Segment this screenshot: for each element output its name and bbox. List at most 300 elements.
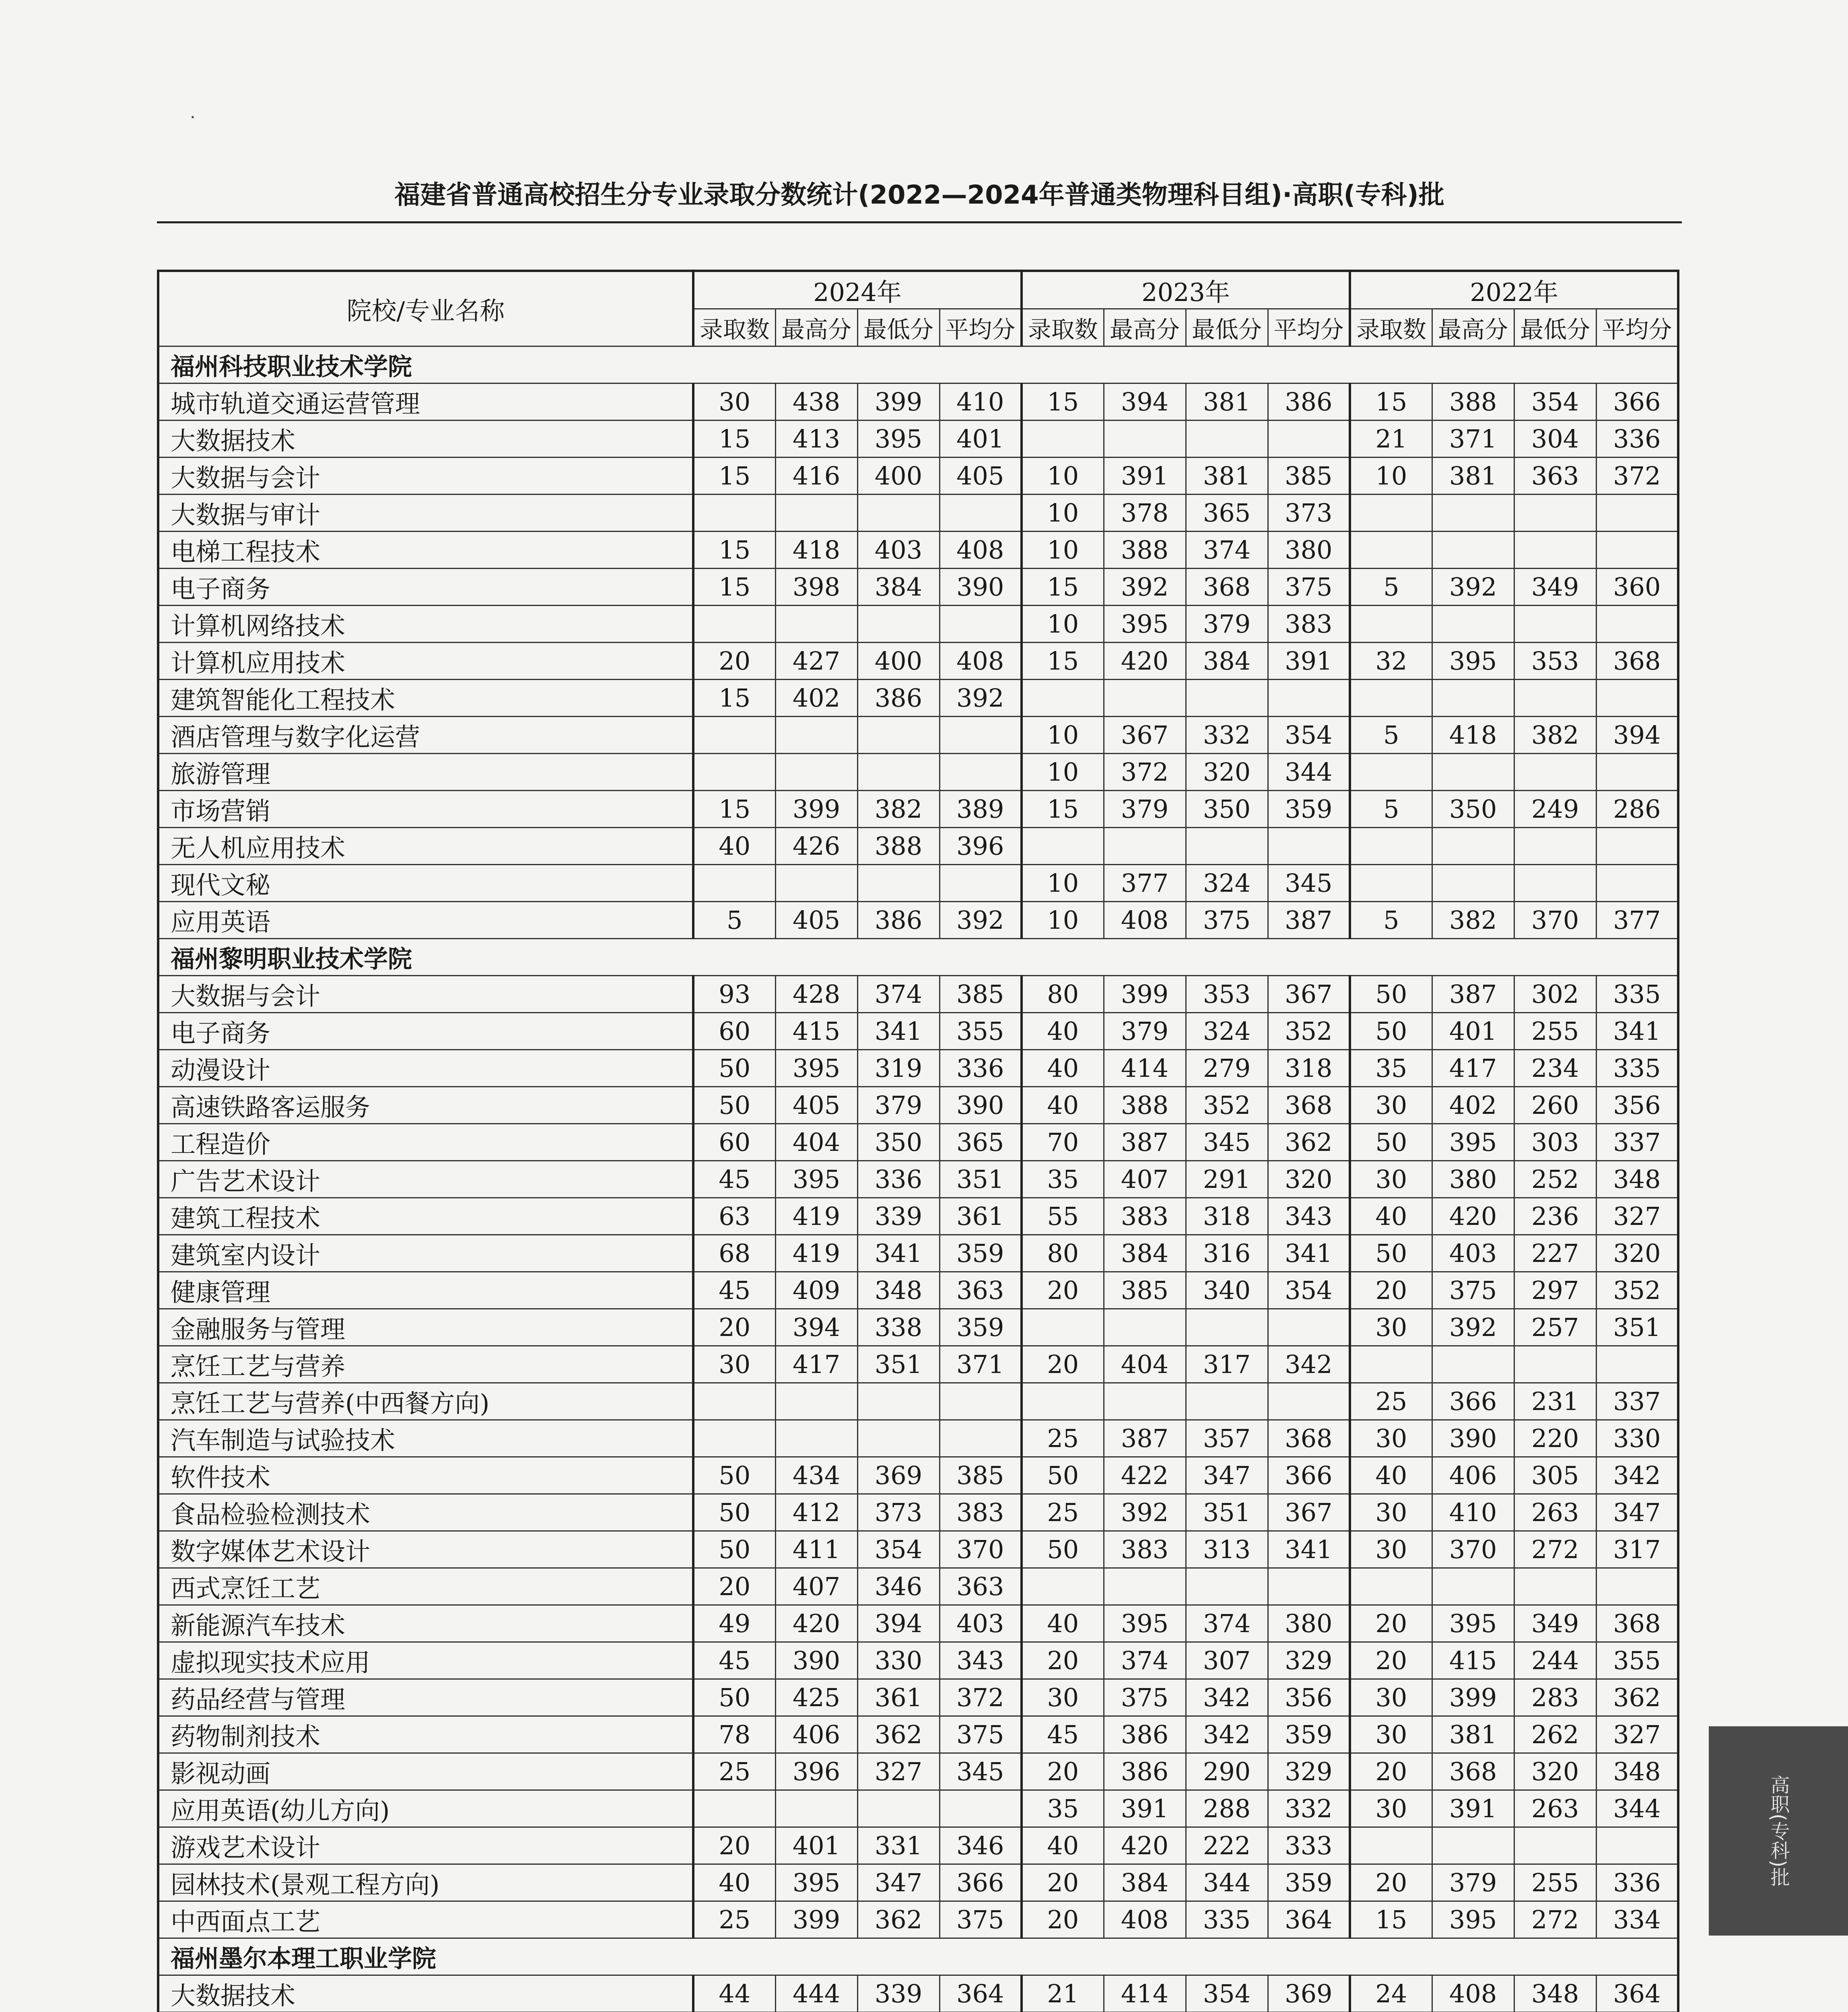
score-cell: 40 <box>1022 1013 1104 1050</box>
score-cell: 40 <box>1022 1050 1104 1087</box>
score-cell <box>939 754 1022 791</box>
score-cell: 351 <box>1186 1494 1268 1531</box>
score-cell <box>857 717 939 754</box>
score-cell: 411 <box>775 1531 857 1568</box>
score-cell: 21 <box>1022 1975 1104 2012</box>
table-row <box>158 1198 1678 1235</box>
score-cell: 346 <box>857 1568 939 1605</box>
score-cell <box>1104 828 1186 865</box>
score-cell <box>1596 532 1678 569</box>
score-cell: 384 <box>1104 1864 1186 1901</box>
score-cell: 355 <box>939 1013 1022 1050</box>
score-cell: 395 <box>1104 606 1186 643</box>
table-row <box>158 1494 1678 1531</box>
score-cell <box>1432 532 1514 569</box>
score-cell: 272 <box>1514 1901 1596 1938</box>
score-cell: 50 <box>1350 976 1432 1013</box>
score-cell: 384 <box>1104 1235 1186 1272</box>
table-row <box>158 828 1678 865</box>
score-cell <box>775 495 857 532</box>
score-cell: 359 <box>1268 1864 1350 1901</box>
score-cell: 319 <box>857 1050 939 1087</box>
score-cell: 93 <box>693 976 775 1013</box>
score-cell: 55 <box>1022 1198 1104 1235</box>
score-cell: 15 <box>1022 643 1104 680</box>
score-cell: 60 <box>693 1013 775 1050</box>
score-cell: 30 <box>1350 1161 1432 1198</box>
major-name: 园林技术(景观工程方向) <box>158 1864 693 1901</box>
major-name: 烹饪工艺与营养 <box>158 1346 693 1383</box>
score-cell <box>693 754 775 791</box>
score-cell: 344 <box>1268 754 1350 791</box>
score-cell: 10 <box>1022 865 1104 902</box>
score-cell: 368 <box>1268 1420 1350 1457</box>
table-row <box>158 1568 1678 1605</box>
score-cell: 422 <box>1104 1457 1186 1494</box>
score-cell <box>775 606 857 643</box>
major-name: 应用英语(幼儿方向) <box>158 1790 693 1827</box>
score-cell: 220 <box>1514 1420 1596 1457</box>
score-cell: 336 <box>939 1050 1022 1087</box>
score-cell: 414 <box>1104 1050 1186 1087</box>
score-cell <box>857 1790 939 1827</box>
score-cell: 395 <box>1432 1605 1514 1642</box>
metric-header: 最低分 <box>857 309 939 346</box>
school-row <box>158 939 1678 976</box>
score-cell: 395 <box>1432 643 1514 680</box>
score-cell: 20 <box>1022 1753 1104 1790</box>
score-cell: 370 <box>939 1531 1022 1568</box>
score-cell: 385 <box>1104 1272 1186 1309</box>
score-cell <box>1104 680 1186 717</box>
score-cell: 231 <box>1514 1383 1596 1420</box>
score-cell: 336 <box>1596 421 1678 458</box>
score-cell: 377 <box>1596 902 1678 939</box>
score-cell: 50 <box>1022 1457 1104 1494</box>
score-cell <box>693 1790 775 1827</box>
table-row <box>158 1679 1678 1716</box>
table-row <box>158 1531 1678 1568</box>
major-name: 烹饪工艺与营养(中西餐方向) <box>158 1383 693 1420</box>
score-cell: 262 <box>1514 1716 1596 1753</box>
score-cell: 372 <box>1104 754 1186 791</box>
score-cell: 370 <box>1514 902 1596 939</box>
score-cell: 30 <box>1350 1790 1432 1827</box>
score-cell: 20 <box>1022 1642 1104 1679</box>
score-cell: 78 <box>693 1716 775 1753</box>
score-cell: 318 <box>1186 1198 1268 1235</box>
score-cell <box>693 1383 775 1420</box>
score-cell: 394 <box>775 1309 857 1346</box>
score-cell: 388 <box>857 828 939 865</box>
score-cell: 30 <box>1350 1679 1432 1716</box>
table-row <box>158 1420 1678 1457</box>
score-cell: 327 <box>857 1753 939 1790</box>
score-cell: 369 <box>1268 1975 1350 2012</box>
score-cell: 403 <box>857 532 939 569</box>
score-cell: 387 <box>1268 902 1350 939</box>
score-cell: 339 <box>857 1975 939 2012</box>
school-row <box>158 346 1678 383</box>
score-cell: 336 <box>857 1161 939 1198</box>
major-name: 高速铁路客运服务 <box>158 1087 693 1124</box>
score-cell <box>1514 495 1596 532</box>
score-cell <box>1596 828 1678 865</box>
score-cell: 345 <box>1186 1124 1268 1161</box>
score-cell: 402 <box>1432 1087 1514 1124</box>
score-cell <box>1596 1346 1678 1383</box>
score-cell: 351 <box>939 1161 1022 1198</box>
score-cell: 368 <box>1432 1753 1514 1790</box>
score-cell: 347 <box>1186 1457 1268 1494</box>
score-cell: 345 <box>939 1753 1022 1790</box>
score-cell: 395 <box>775 1864 857 1901</box>
score-cell: 407 <box>1104 1161 1186 1198</box>
metric-header: 最高分 <box>1432 309 1514 346</box>
score-cell: 359 <box>939 1235 1022 1272</box>
score-cell <box>1350 865 1432 902</box>
section-side-tab <box>1709 1726 1848 1936</box>
table-row <box>158 717 1678 754</box>
score-cell <box>1268 828 1350 865</box>
score-cell: 372 <box>939 1679 1022 1716</box>
table-row <box>158 1272 1678 1309</box>
score-cell <box>1022 1309 1104 1346</box>
score-cell: 10 <box>1350 458 1432 495</box>
score-cell: 390 <box>939 1087 1022 1124</box>
score-cell: 257 <box>1514 1309 1596 1346</box>
score-cell: 369 <box>857 1457 939 1494</box>
metric-header: 平均分 <box>1596 309 1678 346</box>
score-cell <box>1596 606 1678 643</box>
score-cell: 359 <box>1268 1716 1350 1753</box>
table-row <box>158 1753 1678 1790</box>
score-cell: 25 <box>1022 1494 1104 1531</box>
score-cell: 390 <box>1432 1420 1514 1457</box>
score-cell: 420 <box>1104 643 1186 680</box>
major-name: 数字媒体艺术设计 <box>158 1531 693 1568</box>
score-cell: 15 <box>1022 791 1104 828</box>
score-cell: 354 <box>1514 383 1596 421</box>
score-cell: 379 <box>857 1087 939 1124</box>
score-cell: 405 <box>939 458 1022 495</box>
score-cell <box>1432 1346 1514 1383</box>
score-cell: 404 <box>775 1124 857 1161</box>
major-name: 大数据与会计 <box>158 458 693 495</box>
score-cell: 407 <box>775 1568 857 1605</box>
score-cell: 10 <box>1022 902 1104 939</box>
score-cell: 392 <box>939 680 1022 717</box>
score-cell: 399 <box>857 383 939 421</box>
score-cell: 352 <box>1596 1272 1678 1309</box>
table-row <box>158 1050 1678 1087</box>
name-column-header: 院校/专业名称 <box>158 271 693 346</box>
score-cell: 381 <box>1186 383 1268 421</box>
score-cell: 313 <box>1186 1531 1268 1568</box>
score-cell: 304 <box>1514 421 1596 458</box>
score-cell: 388 <box>1104 532 1186 569</box>
score-cell: 395 <box>775 1050 857 1087</box>
score-cell <box>1186 1568 1268 1605</box>
major-name: 工程造价 <box>158 1124 693 1161</box>
score-cell: 10 <box>1022 717 1104 754</box>
score-cell: 383 <box>1104 1198 1186 1235</box>
metric-header: 最低分 <box>1514 309 1596 346</box>
score-cell <box>775 1420 857 1457</box>
score-cell <box>857 606 939 643</box>
score-cell: 427 <box>775 643 857 680</box>
score-cell: 362 <box>1596 1679 1678 1716</box>
score-cell: 332 <box>1186 717 1268 754</box>
score-cell: 401 <box>939 421 1022 458</box>
score-cell: 420 <box>1104 1827 1186 1864</box>
score-cell: 342 <box>1186 1716 1268 1753</box>
score-cell <box>939 865 1022 902</box>
score-cell <box>1350 606 1432 643</box>
score-cell: 350 <box>1432 791 1514 828</box>
score-cell: 20 <box>1350 1605 1432 1642</box>
score-cell: 50 <box>693 1494 775 1531</box>
score-cell: 375 <box>939 1901 1022 1938</box>
score-cell: 349 <box>1514 1605 1596 1642</box>
score-cell: 380 <box>1432 1161 1514 1198</box>
score-cell: 344 <box>1596 1790 1678 1827</box>
school-row <box>158 1938 1678 1975</box>
table-row <box>158 1642 1678 1679</box>
score-cell: 362 <box>1268 1124 1350 1161</box>
score-cell: 375 <box>1432 1272 1514 1309</box>
score-cell: 305 <box>1514 1457 1596 1494</box>
score-cell: 45 <box>693 1272 775 1309</box>
score-cell: 355 <box>1596 1642 1678 1679</box>
score-cell: 353 <box>1186 976 1268 1013</box>
score-cell: 390 <box>939 569 1022 606</box>
score-cell <box>857 1420 939 1457</box>
score-cell: 272 <box>1514 1531 1596 1568</box>
admission-score-table <box>157 270 1679 2012</box>
score-cell: 375 <box>1268 569 1350 606</box>
score-cell: 391 <box>1104 1790 1186 1827</box>
score-cell: 329 <box>1268 1642 1350 1679</box>
year-header-2023: 2023年 <box>1022 271 1350 309</box>
score-cell: 10 <box>1022 495 1104 532</box>
score-cell <box>1514 865 1596 902</box>
score-cell: 40 <box>1022 1087 1104 1124</box>
score-cell: 417 <box>1432 1050 1514 1087</box>
score-cell: 413 <box>775 421 857 458</box>
score-cell: 373 <box>857 1494 939 1531</box>
page-title: 福建省普通高校招生分专业录取分数统计(2022—2024年普通类物理科目组)·高职(专科)批 <box>394 180 1444 210</box>
score-cell: 399 <box>775 791 857 828</box>
score-cell: 384 <box>857 569 939 606</box>
score-cell: 324 <box>1186 865 1268 902</box>
score-cell: 30 <box>1350 1716 1432 1753</box>
score-cell: 368 <box>1596 643 1678 680</box>
major-name: 计算机应用技术 <box>158 643 693 680</box>
score-cell: 374 <box>857 976 939 1013</box>
score-cell: 20 <box>1350 1642 1432 1679</box>
score-cell: 383 <box>1268 606 1350 643</box>
score-cell: 234 <box>1514 1050 1596 1087</box>
score-cell: 340 <box>1186 1272 1268 1309</box>
score-cell: 255 <box>1514 1013 1596 1050</box>
score-cell <box>1022 421 1104 458</box>
score-cell: 386 <box>1104 1753 1186 1790</box>
score-cell <box>1432 828 1514 865</box>
score-cell: 15 <box>693 569 775 606</box>
score-cell <box>1186 828 1268 865</box>
score-cell: 374 <box>1186 532 1268 569</box>
table-row <box>158 1346 1678 1383</box>
score-cell: 30 <box>1350 1309 1432 1346</box>
table-row <box>158 1309 1678 1346</box>
score-cell: 377 <box>1104 865 1186 902</box>
major-name: 市场营销 <box>158 791 693 828</box>
score-cell: 383 <box>939 1494 1022 1531</box>
score-cell: 382 <box>857 791 939 828</box>
score-cell: 30 <box>1350 1087 1432 1124</box>
score-cell: 444 <box>775 1975 857 2012</box>
score-cell: 303 <box>1514 1124 1596 1161</box>
table-body <box>158 346 1678 2012</box>
score-cell: 406 <box>775 1716 857 1753</box>
table-row <box>158 1716 1678 1753</box>
table-row <box>158 902 1678 939</box>
score-cell: 40 <box>693 828 775 865</box>
score-cell: 227 <box>1514 1235 1596 1272</box>
score-cell <box>939 717 1022 754</box>
score-cell: 379 <box>1186 606 1268 643</box>
major-name: 新能源汽车技术 <box>158 1605 693 1642</box>
score-cell: 375 <box>1186 902 1268 939</box>
score-cell: 20 <box>1350 1864 1432 1901</box>
score-cell: 15 <box>1350 383 1432 421</box>
score-cell: 343 <box>1268 1198 1350 1235</box>
score-cell: 15 <box>1022 383 1104 421</box>
score-cell: 44 <box>693 1975 775 2012</box>
score-cell <box>1350 828 1432 865</box>
score-cell: 366 <box>1432 1383 1514 1420</box>
score-cell: 5 <box>1350 717 1432 754</box>
score-cell <box>1432 865 1514 902</box>
score-cell: 387 <box>1104 1420 1186 1457</box>
score-cell: 419 <box>775 1198 857 1235</box>
score-cell: 367 <box>1104 717 1186 754</box>
score-cell: 398 <box>775 569 857 606</box>
score-cell: 420 <box>1432 1198 1514 1235</box>
score-cell: 387 <box>1432 976 1514 1013</box>
score-cell: 415 <box>1432 1642 1514 1679</box>
score-cell: 20 <box>693 643 775 680</box>
score-cell: 414 <box>1104 1975 1186 2012</box>
metric-header: 平均分 <box>1268 309 1350 346</box>
score-cell: 380 <box>1268 532 1350 569</box>
score-cell <box>1186 1383 1268 1420</box>
score-cell: 399 <box>1104 976 1186 1013</box>
score-cell: 40 <box>693 1864 775 1901</box>
score-cell: 351 <box>1596 1309 1678 1346</box>
major-name: 健康管理 <box>158 1272 693 1309</box>
score-cell: 352 <box>1268 1013 1350 1050</box>
score-cell: 341 <box>1268 1235 1350 1272</box>
score-cell: 15 <box>693 532 775 569</box>
score-cell <box>1350 495 1432 532</box>
score-cell: 341 <box>857 1013 939 1050</box>
major-name: 汽车制造与试验技术 <box>158 1420 693 1457</box>
score-cell: 360 <box>1596 569 1678 606</box>
score-cell <box>939 495 1022 532</box>
score-cell: 344 <box>1186 1864 1268 1901</box>
score-cell: 307 <box>1186 1642 1268 1679</box>
score-cell: 324 <box>1186 1013 1268 1050</box>
score-cell: 286 <box>1596 791 1678 828</box>
table-row <box>158 754 1678 791</box>
score-cell: 379 <box>1104 791 1186 828</box>
score-cell: 260 <box>1514 1087 1596 1124</box>
score-cell: 350 <box>1186 791 1268 828</box>
score-cell: 20 <box>693 1309 775 1346</box>
score-cell <box>1186 421 1268 458</box>
score-cell: 394 <box>857 1605 939 1642</box>
score-cell: 342 <box>1186 1679 1268 1716</box>
score-cell <box>1104 1568 1186 1605</box>
score-cell: 381 <box>1432 458 1514 495</box>
score-cell: 50 <box>1022 1531 1104 1568</box>
table-row <box>158 1124 1678 1161</box>
score-cell: 384 <box>1186 643 1268 680</box>
score-cell: 20 <box>1022 1346 1104 1383</box>
table-row <box>158 680 1678 717</box>
metric-header: 最低分 <box>1186 309 1268 346</box>
score-cell: 339 <box>857 1198 939 1235</box>
score-cell: 395 <box>1432 1124 1514 1161</box>
score-cell: 379 <box>1104 1013 1186 1050</box>
score-cell: 50 <box>693 1457 775 1494</box>
score-cell: 290 <box>1186 1753 1268 1790</box>
score-cell: 20 <box>1022 1901 1104 1938</box>
major-name: 影视动画 <box>158 1753 693 1790</box>
score-cell: 408 <box>939 643 1022 680</box>
score-cell <box>1514 680 1596 717</box>
score-cell: 361 <box>939 1198 1022 1235</box>
metric-header: 录取数 <box>1022 309 1104 346</box>
major-name: 软件技术 <box>158 1457 693 1494</box>
metric-header: 最高分 <box>1104 309 1186 346</box>
score-cell: 5 <box>1350 569 1432 606</box>
score-cell: 50 <box>693 1679 775 1716</box>
score-cell: 10 <box>1022 754 1104 791</box>
score-cell: 244 <box>1514 1642 1596 1679</box>
major-name: 动漫设计 <box>158 1050 693 1087</box>
score-cell: 337 <box>1596 1383 1678 1420</box>
table-row <box>158 1790 1678 1827</box>
score-cell: 392 <box>1104 569 1186 606</box>
score-cell: 35 <box>1022 1790 1104 1827</box>
score-cell <box>939 1420 1022 1457</box>
major-name: 游戏艺术设计 <box>158 1827 693 1864</box>
major-name: 大数据技术 <box>158 1975 693 2012</box>
score-cell: 15 <box>693 680 775 717</box>
score-cell: 385 <box>939 1457 1022 1494</box>
major-name: 电子商务 <box>158 569 693 606</box>
score-cell: 279 <box>1186 1050 1268 1087</box>
score-cell: 370 <box>1432 1531 1514 1568</box>
table-row <box>158 1605 1678 1642</box>
score-cell: 368 <box>1596 1605 1678 1642</box>
score-cell: 15 <box>693 421 775 458</box>
score-cell: 408 <box>1432 1975 1514 2012</box>
score-cell: 40 <box>1350 1457 1432 1494</box>
